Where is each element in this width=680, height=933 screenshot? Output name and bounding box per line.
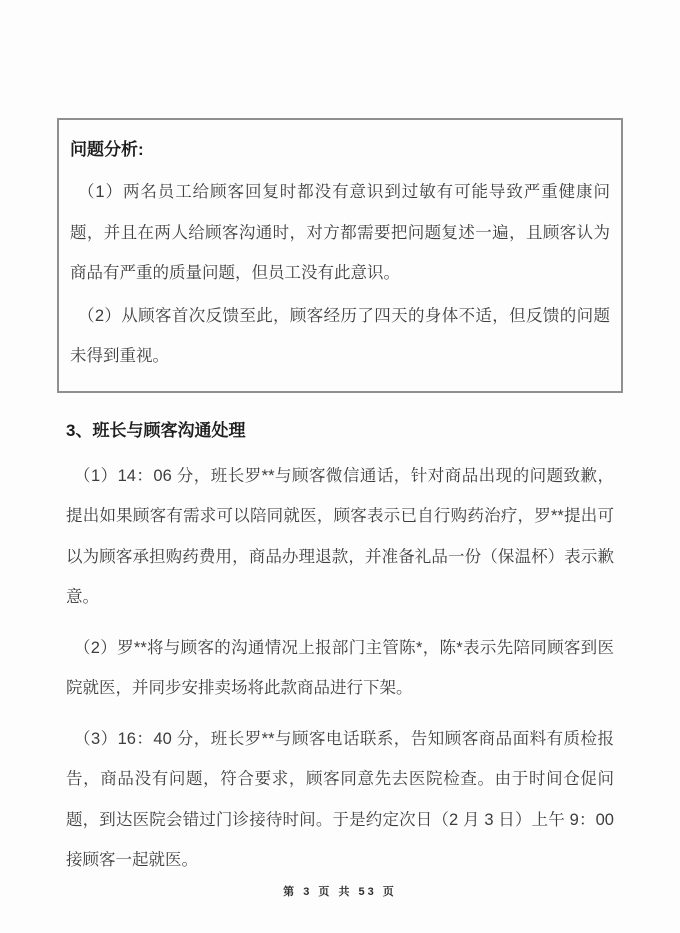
- section-paragraph-2: （2）罗**将与顾客的沟通情况上报部门主管陈*，陈*表示先陪同顾客到医院就医，并同步安排卖场将此款商品进行下架。: [66, 638, 614, 697]
- section-paragraph-3: （3）16：40 分，班长罗**与顾客电话联系，告知顾客商品面料有质检报告，商品没有问题，符合要求，顾客同意先去医院检查。由于时间仓促问题，到达医院会错过门诊接待时间。于是约定次日（2 月 3 日）上午 9：00 接顾客一起就医。: [66, 729, 614, 869]
- problem-analysis-box: [57, 118, 623, 393]
- document-content: [57, 118, 623, 881]
- analysis-paragraph-1: （1）两名员工给顾客回复时都没有意识到过敏有可能导致严重健康问题，并且在两人给顾客沟通时，对方都需要把问题复述一遍，且顾客认为商品有严重的质量问题，但员工没有此意识。: [70, 183, 610, 282]
- analysis-paragraph-2: （2）从顾客首次反馈至此，顾客经历了四天的身体不适，但反馈的问题未得到重视。: [70, 306, 610, 365]
- section-body: [66, 456, 614, 881]
- section-heading: 3、班长与顾客沟通处理: [66, 420, 246, 440]
- problem-analysis-title: 问题分析:: [70, 140, 144, 159]
- page-number-footer: 第 3 页 共 53 页: [283, 886, 397, 898]
- section-paragraph-1: （1）14：06 分，班长罗**与顾客微信通话，针对商品出现的问题致歉，提出如果顾客有需求可以陪同就医，顾客表示已自行购药治疗，罗**提出可以为顾客承担购药费用，商品办理退款，并准备礼品一份（保温杯）表示歉意。: [66, 466, 614, 606]
